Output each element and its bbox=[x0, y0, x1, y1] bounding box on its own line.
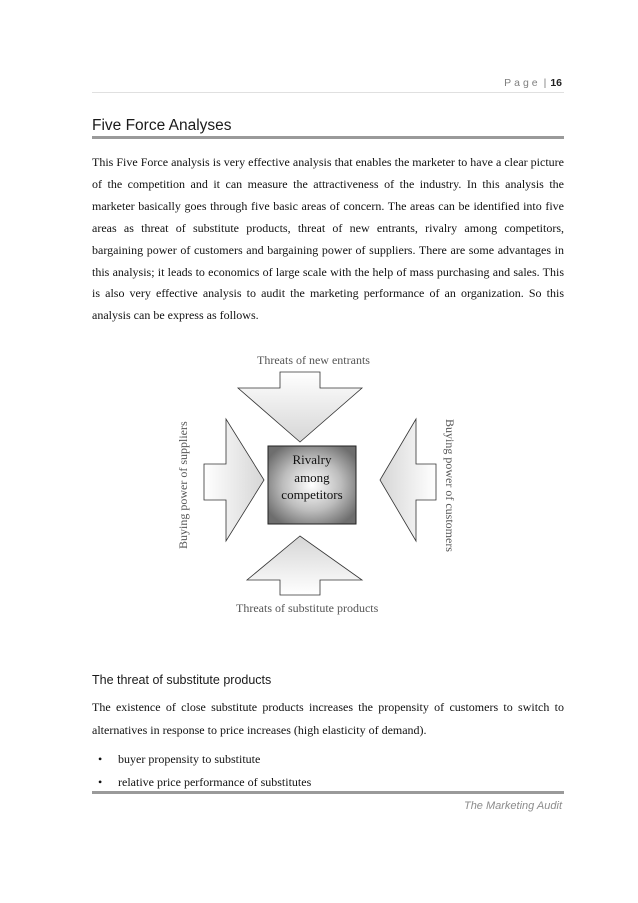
page-separator: | bbox=[543, 77, 547, 89]
bullet-list bbox=[92, 748, 311, 793]
label-substitute-products: Threats of substitute products bbox=[236, 601, 379, 615]
intro-paragraph: This Five Force analysis is very effective analysis that enables the marketer to have a clear picture of the competition and it can measure the attractiveness of the industry. In this analysis the marketer basically goes through five basic areas of concern. The areas can be identified into five areas as threat of substitute products, threat of new entrants, rivalry among competitors, bargaining power of customers and bargaining power of suppliers. There are some advantages in this analysis; it leads to economics of large scale with the help of mass purchasing and sales. This is also very effective analysis to audit the marketing performance of an organization. So this analysis can be express as follows. bbox=[92, 155, 564, 323]
label-new-entrants: Threats of new entrants bbox=[257, 353, 370, 367]
center-line: competitors bbox=[281, 487, 343, 502]
list-item bbox=[92, 771, 311, 794]
title-rule bbox=[92, 136, 564, 139]
center-line: among bbox=[294, 469, 330, 485]
arrow-substitutes bbox=[247, 536, 362, 595]
footer-text: The Marketing Audit bbox=[463, 800, 562, 812]
arrow-new-entrants bbox=[238, 372, 362, 442]
arrow-suppliers bbox=[204, 419, 264, 541]
section-title: Five Force Analyses bbox=[92, 117, 232, 134]
subsection-title: The threat of substitute products bbox=[92, 673, 272, 687]
center-rivalry-text bbox=[270, 451, 354, 504]
page-number: 16 bbox=[550, 77, 562, 89]
bullet-dot-icon: • bbox=[98, 774, 103, 789]
page-header bbox=[504, 77, 562, 89]
page-word: Page bbox=[504, 77, 541, 89]
five-forces-diagram bbox=[170, 350, 470, 620]
list-item bbox=[92, 748, 311, 771]
arrow-customers bbox=[380, 419, 436, 541]
header-rule bbox=[92, 92, 564, 93]
footer-rule bbox=[92, 791, 564, 794]
subsection-paragraph: The existence of close substitute products increases the propensity of customers to switch to alternatives in response to price increases (high elasticity of demand). bbox=[92, 700, 564, 737]
label-power-of-suppliers: Buying power of suppliers bbox=[176, 421, 190, 549]
list-item-text: relative price performance of substitutes bbox=[118, 774, 312, 789]
list-item-text: buyer propensity to substitute bbox=[118, 752, 261, 766]
label-power-of-customers: Buying power of customers bbox=[443, 418, 457, 552]
bullet-dot-icon: • bbox=[98, 752, 103, 766]
center-line: Rivalry bbox=[292, 452, 332, 467]
